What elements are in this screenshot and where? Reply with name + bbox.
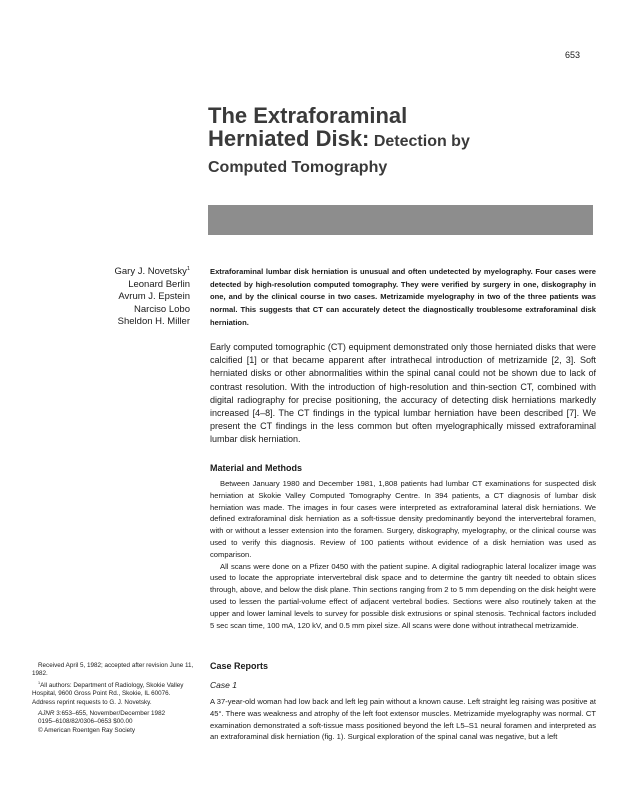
introduction-paragraph: Early computed tomographic (CT) equipment demonstrated only those herniated disks that were calcified [1] or that became apparent after intrathecal introduction of metrizamide [2, 3]. Soft herniated disks or other abnormalities within the spinal canal could not be shown due to lack of contrast resolution. With the introduction of high-resolution and thin-section CT, combined with digital radiography for precise positioning, the accuracy of detecting disk herniations markedly increased [4–8]. The CT findings in the typical lumbar herniation have been described [7]. We present the CT findings in the less common but often myelographically missed extraforaminal lumbar disk herniation. [210, 342, 596, 445]
title-line-1: The Extraforaminal [208, 103, 408, 128]
author-footnote-marker: 1 [186, 265, 190, 272]
methods-paragraph-1: Between January 1980 and December 1981, 1,808 patients had lumbar CT examinations for suspected disk herniation at Skokie Valley Computed Tomography Centre. In 394 patients, a CT diagnosis of lumbar disk herniation was made. The images in four cases were interpreted as extraforaminal lateral disk herniations. We defined extraforaminal disk herniation as a soft-tissue density predominantly beyond the intervertebral foramen, with or without a lesser extension into the foramen. Surgery, diskography, myelography, or the clinical course was used to verify this diagnosis. Review of 100 patients without evidence of a disk herniation was used as comparison. [210, 479, 596, 559]
methods-body [210, 478, 596, 631]
title-line-2-main: Herniated Disk: [208, 126, 370, 151]
journal-volume: 3:653–655, November/December 1982 [54, 710, 166, 718]
article-title [208, 104, 598, 177]
journal-citation [32, 710, 194, 718]
author-name: Sheldon H. Miller [117, 316, 190, 328]
copyright-line: © American Roentgen Ray Society [38, 726, 136, 734]
author-list [80, 266, 190, 329]
methods-heading: Material and Methods [210, 463, 303, 473]
footnotes [32, 662, 194, 735]
title-line-2 [208, 127, 598, 153]
case-1-label: Case 1 [210, 680, 237, 690]
received-note: Received April 5, 1982; accepted after revision June 11, 1982. [32, 662, 194, 678]
title-line-3: Computed Tomography [208, 159, 388, 176]
case-1-paragraph: A 37-year-old woman had low back and left leg pain without a known cause. Left straight leg raising was positive at 45°. There was weakness and atrophy of the left foot extensor muscles. Metrizamide myelography was normal. CT examination demonstrated a soft-tissue mass positioned beyond the left L5–S1 neural foramen and interpreted as an extraforaminal disk herniation (fig. 1). Surgical exploration of the spinal canal was negative, but a left [210, 697, 596, 742]
journal-abbrev: AJNR [38, 710, 55, 718]
affiliation-note: $^1$All authors: Department of Radiology, Skokie Valley Hospital, 9600 Gross Point Rd., Skokie, IL 60076. Address reprint requests to G. J. Novetsky. [32, 680, 184, 706]
author-name: Narciso Lobo [134, 303, 190, 315]
author-name: Gary J. Novetsky$^1$ [114, 265, 190, 277]
title-line-2-sub: Detection by [369, 133, 470, 150]
abstract: Extraforaminal lumbar disk herniation is unusual and often undetected by myelography. Four cases were detected by high-resolution computed tomography. They were verified by surgery in one, diskography in one, and by the clinical course in two cases. Metrizamide myelography in two of the three patients was normal. This suggests that CT can accurately detect the diagnostically troublesome extraforaminal disk herniation. [210, 267, 596, 327]
title-banner [208, 205, 593, 235]
affiliation-marker: 1 [38, 680, 41, 685]
journal-title [38, 710, 165, 717]
author-name: Leonard Berlin [128, 278, 190, 290]
case-reports-heading: Case Reports [210, 661, 269, 671]
methods-paragraph-2: All scans were done on a Pfizer 0450 with the patient supine. A digital radiographic lateral localizer image was used to locate the appropriate intervertebral disk space and to determine the gantry tilt needed to obtain slices through, above, and below the disk plane. Thin sections ranging from 2 to 5 mm depending on the disk height were used to lessen the partial-volume effect of adjacent vertebral bodies. Sections were also routinely taken at the upper and lower laminal levels to survey for possible disk extrusions or spinal stenosis. Technical factors included 5 sec scan time, 100 mA, 120 kV, and 0.5 mm pixel size. All scans were done without intrathecal metrizamide. [210, 561, 596, 630]
issn-line: 0195–6108/82/0306–0653 $00.00 [38, 718, 133, 726]
author-name: Avrum J. Epstein [118, 291, 190, 303]
page-number: 653 [564, 50, 580, 60]
